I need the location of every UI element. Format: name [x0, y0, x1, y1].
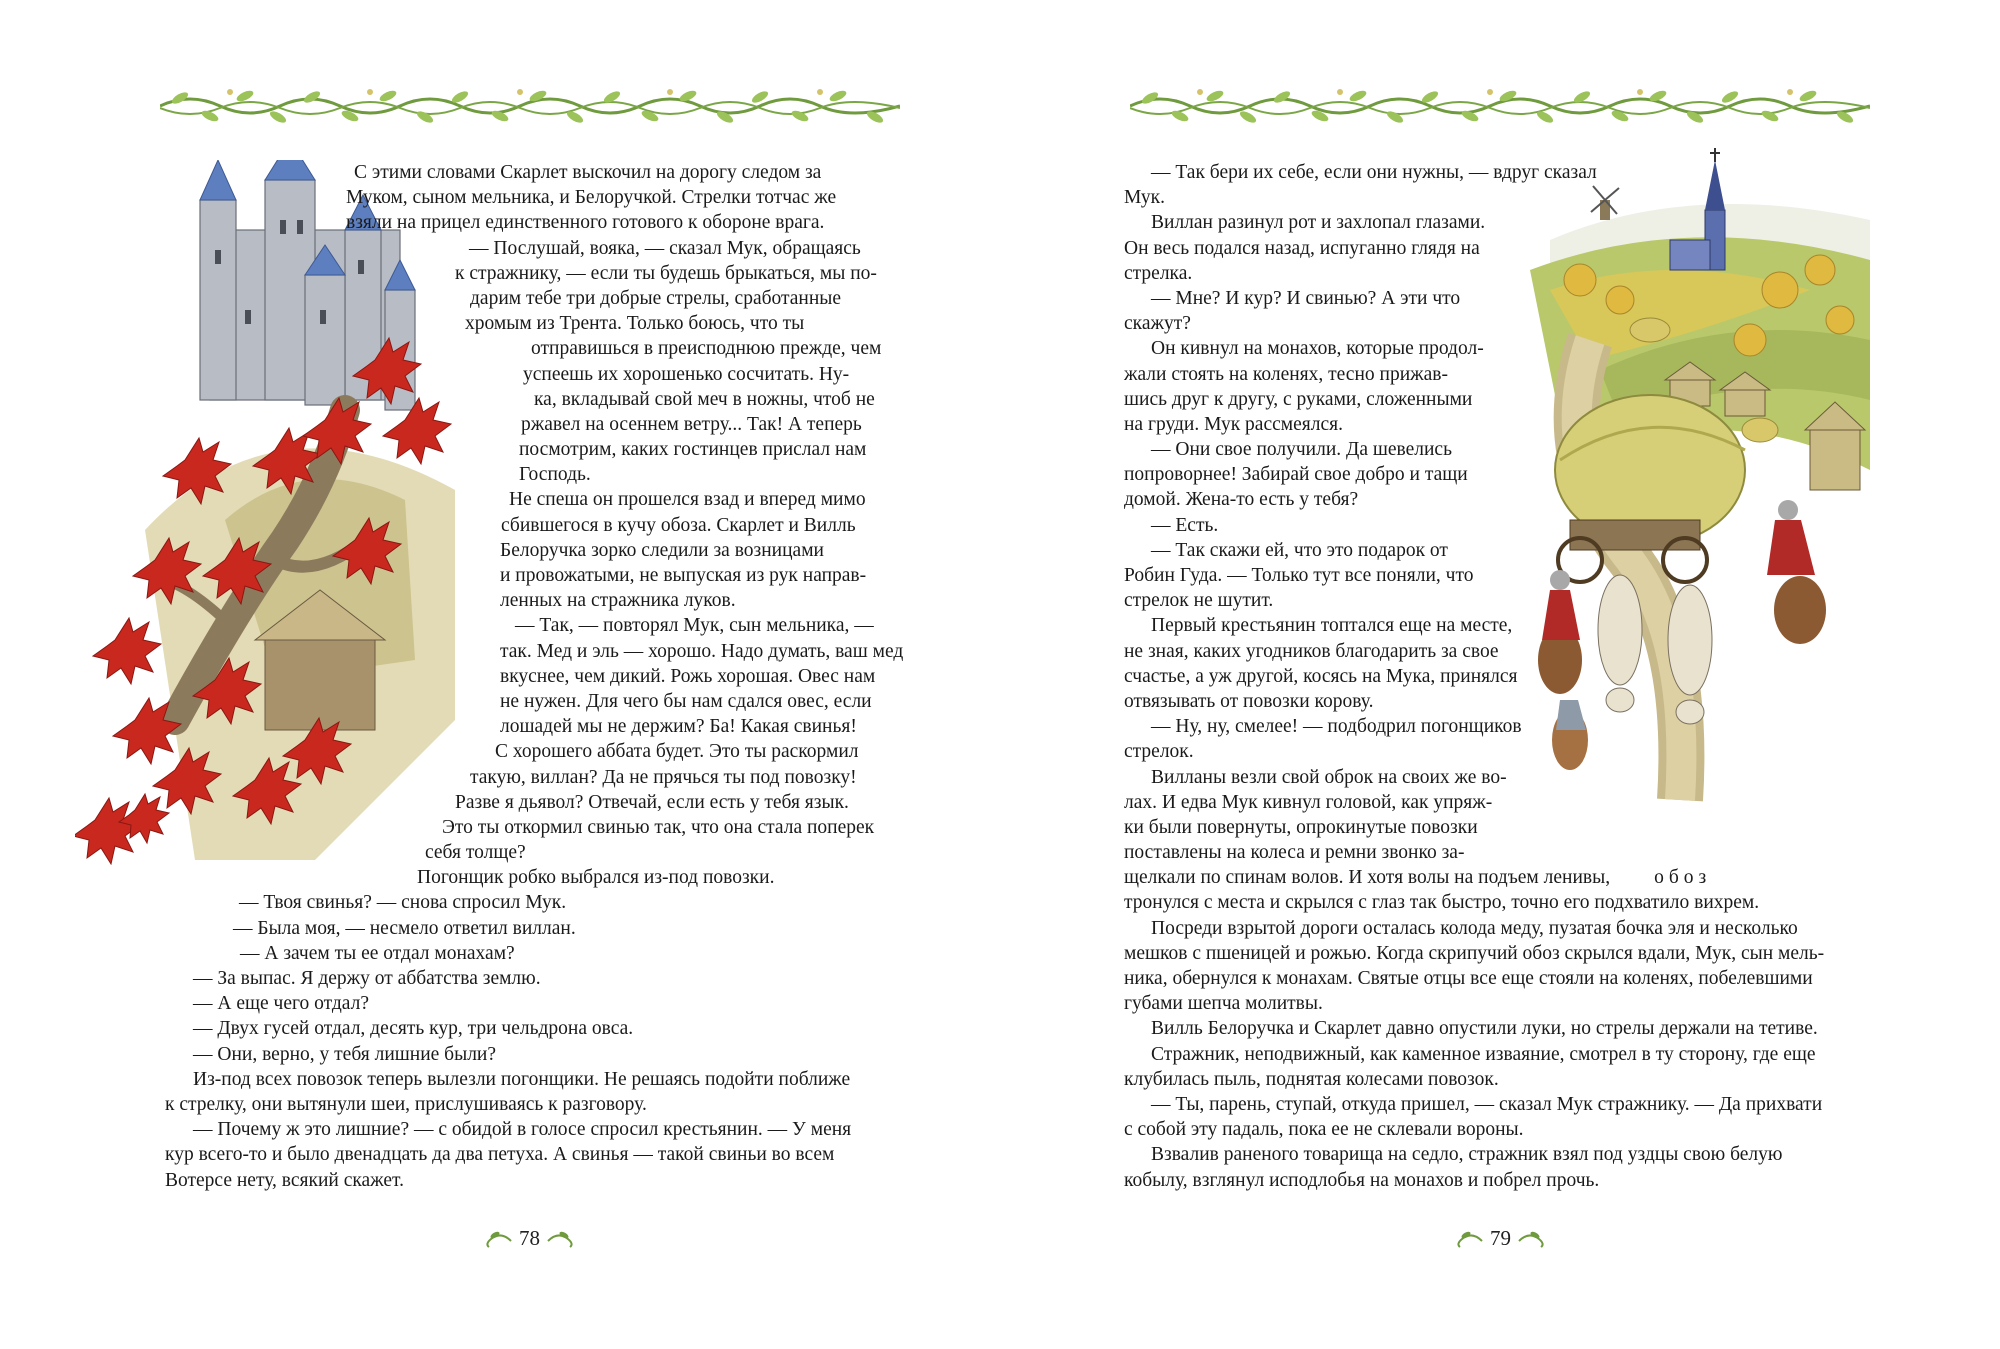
text-line: тронулся с места и скрылся с глаз так быстро, точно его подхватило вихрем.	[1124, 892, 1760, 914]
page-number-text: 78	[519, 1226, 540, 1250]
text-line: такую, виллан? Да не прячься ты под повозку!	[470, 766, 857, 788]
text-line: стрелка.	[1124, 262, 1193, 284]
text-line: счастье, а уж другой, косясь на Мука, принялся	[1124, 665, 1518, 687]
right-page	[1000, 0, 2000, 1349]
flourish-right-icon	[1517, 1229, 1547, 1249]
text-line: — Почему ж это лишние? — с обидой в голосе спросил крестьянин. — У меня	[193, 1119, 852, 1141]
text-line: отвязывать от повозки корову.	[1124, 690, 1374, 712]
text-line: Это ты откормил свинью так, что она стала поперек	[442, 816, 875, 838]
text-line: — Они свое получили. Да шевелись	[1151, 439, 1452, 461]
text-line: ленных на стражника луков.	[500, 590, 736, 612]
text-line: — Твоя свинья? — снова спросил Мук.	[239, 892, 567, 914]
text-line: — Двух гусей отдал, десять кур, три чельдрона овса.	[193, 1018, 634, 1040]
text-line	[1124, 865, 2000, 890]
text-line: ка, вкладывай свой меч в ножны, чтоб не	[534, 388, 875, 410]
text-line: Мук.	[1124, 187, 1165, 209]
text-line: — Так бери их себе, если они нужны, — вдруг сказал	[1151, 162, 1597, 183]
text-line: Разве я дьявол? Отвечай, если есть у тебя язык.	[455, 791, 849, 813]
text-line: — Так скажи ей, что это подарок от	[1151, 539, 1448, 561]
text-line: Не спеша он прошелся взад и вперед мимо	[509, 489, 866, 511]
left-page-text	[0, 160, 1000, 1193]
text-line: мешков с пшеницей и рожью. Когда скрипучий обоз скрылся вдали, Мук, сын мель-	[1124, 942, 1825, 964]
text-line: домой. Жена-то есть у тебя?	[1124, 489, 1359, 511]
text-line: Из-под всех повозок теперь вылезли погонщики. Не решаясь подойти поближе	[193, 1068, 851, 1090]
text-line: хромым из Трента. Только боюсь, что ты	[465, 313, 805, 335]
text-line: взяли на прицел единственного готового к обороне врага.	[346, 212, 825, 234]
text-line: — Была моя, — несмело ответил виллан.	[233, 917, 576, 939]
text-line: Муком, сыном мельника, и Белоручкой. Стрелки тотчас же	[346, 187, 837, 209]
text-line: поставлены на колеса и ремни звонко за-	[1124, 842, 1465, 864]
text-line: — Послушай, вояка, — сказал Мук, обращаясь	[469, 237, 861, 259]
text-segment: щелкали по спинам волов. И хотя волы на подъем ленивы,	[1124, 867, 1611, 889]
text-line: посмотрим, каких гостинцев прислал нам	[519, 439, 867, 461]
text-line: кур всего-то и было двенадцать да два петуха. А свинья — такой свиньи во всем	[165, 1144, 835, 1166]
flourish-right-icon	[546, 1229, 576, 1249]
text-line: сбившегося в кучу обоза. Скарлет и Вилль	[501, 514, 856, 536]
text-line: Виллан разинул рот и захлопал глазами.	[1151, 212, 1486, 234]
text-line: вкуснее, чем дикий. Рожь хорошая. Овес нам	[500, 665, 876, 687]
flourish-left-icon	[483, 1229, 513, 1249]
text-line: Посреди взрытой дороги осталась колода меду, пузатая бочка эля и несколько	[1151, 917, 1798, 939]
text-line: Господь.	[519, 464, 591, 486]
text-line: С хорошего аббата будет. Это ты раскормил	[495, 741, 859, 763]
text-line: стрелок.	[1124, 741, 1194, 763]
text-line: ки были повернуты, опрокинутые повозки	[1124, 816, 1478, 838]
page-number	[483, 1226, 576, 1251]
text-line: Первый крестьянин топтался еще на месте,	[1151, 615, 1513, 637]
text-line: ника, обернулся к монахам. Святые отцы все еще стояли на коленях, побелевшими	[1124, 968, 1813, 989]
vine-ornament-icon	[160, 84, 900, 128]
text-line: жали стоять на коленях, тесно прижав-	[1124, 363, 1448, 385]
text-line: к стражнику, — если ты будешь брыкаться, мы по-	[455, 262, 877, 284]
text-line: лошадей мы не держим? Ба! Какая свинья!	[500, 716, 857, 738]
text-line: — Так, — повторял Мук, сын мельника, —	[515, 615, 874, 637]
text-line: скажут?	[1124, 313, 1191, 335]
text-line: Взвалив раненого товарища на седло, стражник взял под уздцы свою белую	[1151, 1144, 1783, 1166]
text-line: лах. И едва Мук кивнул головой, как упряж-	[1124, 791, 1493, 813]
text-line: и провожатыми, не выпуская из рук направ-	[500, 565, 867, 586]
text-line: шись друг к другу, с руками, сложенными	[1124, 388, 1473, 410]
text-line: Вилль Белоручка и Скарлет давно опустили луки, но стрелы держали на тетиве.	[1151, 1018, 1818, 1040]
text-line: клубилась пыль, поднятая колесами повозок.	[1124, 1068, 1499, 1090]
text-line: Робин Гуда. — Только тут все поняли, что	[1124, 565, 1474, 586]
text-line: — Есть.	[1151, 514, 1219, 536]
text-line: — Ты, парень, ступай, откуда пришел, — сказал Мук стражнику. — Да прихвати	[1151, 1093, 1823, 1115]
text-line: губами шепча молитвы.	[1124, 993, 1323, 1015]
text-line: — А зачем ты ее отдал монахам?	[240, 942, 515, 964]
text-line: Вотерсе нету, всякий скажет.	[165, 1169, 404, 1191]
text-segment: обоз	[1654, 867, 1712, 889]
text-line: так. Мед и эль — хорошо. Надо думать, ваш мед	[500, 640, 904, 662]
text-line: — А еще чего отдал?	[193, 993, 370, 1015]
text-line: — Мне? И кур? И свинью? А эти что	[1151, 287, 1461, 309]
text-line: Он кивнул на монахов, которые продол-	[1151, 338, 1484, 360]
text-line: Он весь подался назад, испуганно глядя на	[1124, 237, 1480, 259]
text-line: Белоручка зорко следили за возницами	[500, 539, 824, 561]
text-line: успеешь их хорошенько сосчитать. Ну-	[523, 363, 850, 385]
flourish-left-icon	[1454, 1229, 1484, 1249]
text-line: стрелок не шутит.	[1124, 590, 1274, 612]
text-line: — Ну, ну, смелее! — подбодрил погонщиков	[1151, 716, 1522, 738]
text-line: дарим тебе три добрые стрелы, сработанные	[470, 287, 842, 309]
right-page-text	[1000, 160, 2000, 1193]
text-line: не нужен. Для чего бы нам сдался овес, если	[500, 690, 872, 712]
text-line: отправишься в преисподнюю прежде, чем	[531, 338, 882, 360]
text-line: кобылу, взглянул исподлобья на монахов и побрел прочь.	[1124, 1169, 1600, 1191]
text-line: С этими словами Скарлет выскочил на дорогу следом за	[354, 162, 822, 183]
text-line: себя толще?	[425, 842, 526, 864]
text-line: Стражник, неподвижный, как каменное изваяние, смотрел в ту сторону, где еще	[1151, 1043, 1816, 1065]
page-number	[1454, 1226, 1547, 1251]
text-line: не зная, каких угодников благодарить за свое	[1124, 640, 1499, 662]
text-line: с собой эту падаль, пока ее не склевали вороны.	[1124, 1119, 1524, 1141]
page-number-text: 79	[1490, 1226, 1511, 1250]
text-line: — За выпас. Я держу от аббатства землю.	[193, 968, 541, 989]
text-line: ржавел на осеннем ветру... Так! А теперь	[521, 413, 862, 435]
text-line: попроворнее! Забирай свое добро и тащи	[1124, 464, 1468, 486]
text-line: — Они, верно, у тебя лишние были?	[193, 1043, 497, 1065]
vine-ornament-icon	[1130, 84, 1870, 128]
text-line: к стрелку, они вытянули шеи, прислушиваясь к разговору.	[165, 1093, 647, 1115]
text-line: на груди. Мук рассмеялся.	[1124, 413, 1343, 435]
text-line: Погонщик робко выбрался из-под повозки.	[417, 867, 775, 889]
text-line: Вилланы везли свой оброк на своих же во-	[1151, 766, 1507, 788]
